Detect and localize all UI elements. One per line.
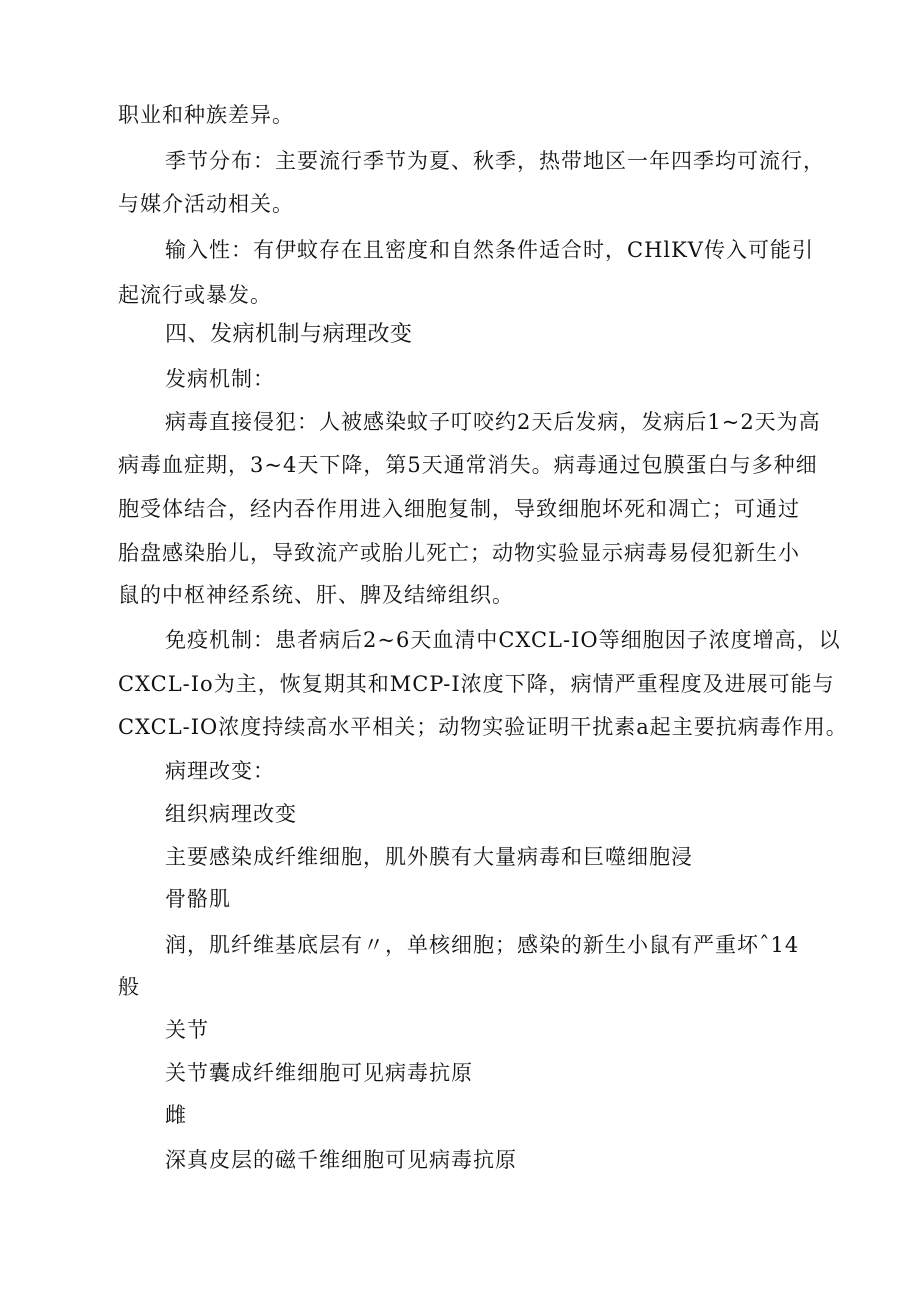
- text-line-21: 般: [118, 975, 140, 999]
- text-line-24: 雌: [165, 1103, 187, 1127]
- text-line-4: 输入性：有伊蚊存在且密度和自然条件适合时，CHlKV传入可能引: [165, 238, 814, 262]
- text-line-20: 润，肌纤维基底层有〃，单核细胞；感染的新生小鼠有严重坏ˆ14: [165, 933, 800, 957]
- text-line-13: 免疫机制：患者病后2~6天血清中CXCL-IO等细胞因子浓度增高，以: [165, 628, 841, 652]
- section-heading: 四、发病机制与病理改变: [165, 322, 413, 347]
- text-line-3: 与媒介活动相关。: [118, 192, 294, 216]
- text-line-1: 职业和种族差异。: [118, 103, 294, 127]
- text-line-5: 起流行或暴发。: [118, 283, 272, 307]
- text-line-25: 深真皮层的磁千维细胞可见病毒抗原: [165, 1148, 517, 1172]
- text-line-8: 病毒直接侵犯：人被感染蚊子叮咬约2天后发病，发病后1~2天为高: [165, 410, 821, 434]
- text-line-12: 鼠的中枢神经系统、肝、脾及结缔组织。: [118, 583, 514, 607]
- text-line-15: CXCL-IO浓度持续高水平相关；动物实验证明干扰素a起主要抗病毒作用。: [118, 715, 848, 739]
- text-line-22: 关节: [165, 1018, 209, 1042]
- text-line-14: CXCL-Io为主，恢复期其和MCP-I浓度下降，病情严重程度及进展可能与: [118, 672, 835, 696]
- text-line-23: 关节囊成纤维细胞可见病毒抗原: [165, 1061, 473, 1085]
- text-line-19: 骨骼肌: [165, 887, 231, 911]
- text-line-9: 病毒血症期，3~4天下降，第5天通常消失。病毒通过包膜蛋白与多种细: [118, 453, 818, 477]
- text-line-2: 季节分布：主要流行季节为夏、秋季，热带地区一年四季均可流行，: [165, 149, 825, 173]
- text-line-18: 主要感染成纤维细胞，肌外膜有大量病毒和巨噬细胞浸: [165, 845, 693, 869]
- text-line-7: 发病机制：: [165, 367, 275, 391]
- text-line-17: 组织病理改变: [165, 802, 297, 826]
- text-line-16: 病理改变：: [165, 759, 275, 783]
- text-line-10: 胞受体结合，经内吞作用进入细胞复制，导致细胞坏死和凋亡；可通过: [118, 497, 800, 521]
- text-line-11: 胎盘感染胎儿，导致流产或胎儿死亡；动物实验显示病毒易侵犯新生小: [118, 541, 800, 565]
